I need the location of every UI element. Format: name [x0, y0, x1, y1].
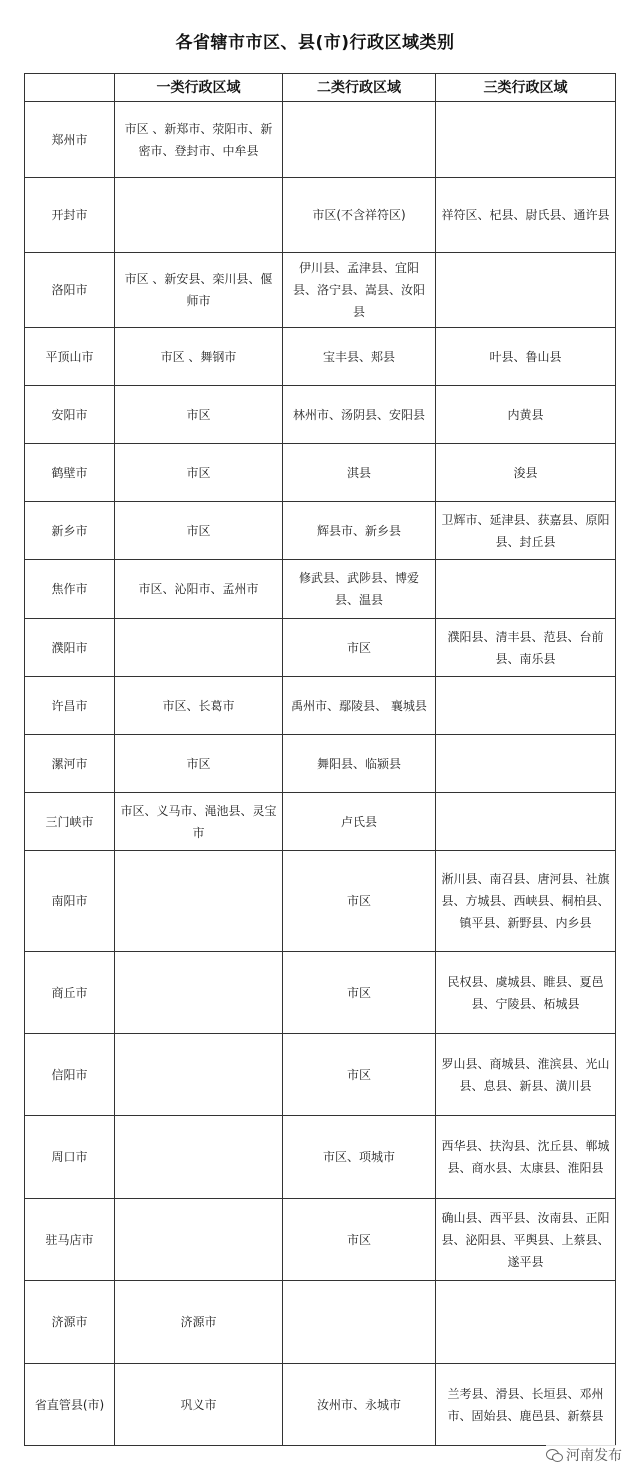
city-cell: 新乡市	[25, 502, 115, 560]
class-1-cell: 市区	[115, 502, 283, 560]
city-cell: 洛阳市	[25, 253, 115, 328]
city-cell: 漯河市	[25, 735, 115, 793]
class-1-cell	[115, 851, 283, 952]
class-3-cell: 卫辉市、延津县、获嘉县、原阳县、封丘县	[436, 502, 616, 560]
class-1-cell: 市区	[115, 735, 283, 793]
header-class-3: 三类行政区域	[436, 74, 616, 102]
class-2-cell: 市区	[283, 619, 436, 677]
class-2-cell: 宝丰县、郏县	[283, 328, 436, 386]
class-3-cell	[436, 793, 616, 851]
table-row	[25, 677, 616, 735]
class-3-cell: 淅川县、南召县、唐河县、社旗县、方城县、西峡县、桐柏县、镇平县、新野县、内乡县	[436, 851, 616, 952]
table-row	[25, 253, 616, 328]
class-3-cell	[436, 1281, 616, 1364]
wechat-icon	[546, 1449, 562, 1462]
table-row	[25, 1199, 616, 1281]
class-3-cell: 内黄县	[436, 386, 616, 444]
city-cell: 开封市	[25, 178, 115, 253]
class-3-cell: 濮阳县、清丰县、范县、台前县、南乐县	[436, 619, 616, 677]
class-2-cell: 汝州市、永城市	[283, 1364, 436, 1446]
class-3-cell	[436, 735, 616, 793]
city-cell: 濮阳市	[25, 619, 115, 677]
class-2-cell: 市区	[283, 851, 436, 952]
class-2-cell: 淇县	[283, 444, 436, 502]
class-1-cell	[115, 1199, 283, 1281]
table-row	[25, 1364, 616, 1446]
header-city	[25, 74, 115, 102]
table-row	[25, 102, 616, 178]
table-row	[25, 1281, 616, 1364]
class-2-cell: 林州市、汤阴县、安阳县	[283, 386, 436, 444]
city-cell: 三门峡市	[25, 793, 115, 851]
region-category-table	[24, 73, 616, 1446]
class-2-cell: 伊川县、孟津县、宜阳县、洛宁县、嵩县、汝阳县	[283, 253, 436, 328]
class-2-cell: 市区(不含祥符区)	[283, 178, 436, 253]
class-1-cell: 市区、沁阳市、孟州市	[115, 560, 283, 619]
class-1-cell	[115, 619, 283, 677]
class-3-cell: 西华县、扶沟县、沈丘县、郸城县、商水县、太康县、淮阳县	[436, 1116, 616, 1199]
header-class-1: 一类行政区域	[115, 74, 283, 102]
table-header-row	[25, 74, 616, 102]
city-cell: 郑州市	[25, 102, 115, 178]
class-3-cell: 确山县、西平县、汝南县、正阳县、泌阳县、平舆县、上蔡县、遂平县	[436, 1199, 616, 1281]
class-2-cell: 修武县、武陟县、博爱县、温县	[283, 560, 436, 619]
city-cell: 周口市	[25, 1116, 115, 1199]
table-row	[25, 386, 616, 444]
table-row	[25, 1034, 616, 1116]
class-2-cell: 卢氏县	[283, 793, 436, 851]
class-1-cell	[115, 952, 283, 1034]
table-row	[25, 851, 616, 952]
table-row	[25, 560, 616, 619]
class-1-cell: 市区、长葛市	[115, 677, 283, 735]
city-cell: 平顶山市	[25, 328, 115, 386]
city-cell: 商丘市	[25, 952, 115, 1034]
class-2-cell: 禹州市、鄢陵县、 襄城县	[283, 677, 436, 735]
city-cell: 安阳市	[25, 386, 115, 444]
class-2-cell: 舞阳县、临颍县	[283, 735, 436, 793]
class-1-cell: 市区 、新郑市、荥阳市、新密市、登封市、中牟县	[115, 102, 283, 178]
class-3-cell	[436, 677, 616, 735]
class-2-cell: 市区	[283, 1199, 436, 1281]
class-2-cell	[283, 1281, 436, 1364]
class-1-cell	[115, 178, 283, 253]
class-3-cell: 民权县、虞城县、睢县、夏邑县、宁陵县、柘城县	[436, 952, 616, 1034]
table-row	[25, 735, 616, 793]
city-cell: 许昌市	[25, 677, 115, 735]
class-2-cell: 市区、项城市	[283, 1116, 436, 1199]
class-3-cell: 罗山县、商城县、淮滨县、光山县、息县、新县、潢川县	[436, 1034, 616, 1116]
page-title: 各省辖市市区、县(市)行政区域类别	[175, 33, 455, 53]
city-cell: 信阳市	[25, 1034, 115, 1116]
class-1-cell	[115, 1034, 283, 1116]
class-1-cell	[115, 1116, 283, 1199]
table-row	[25, 793, 616, 851]
header-class-2: 二类行政区域	[283, 74, 436, 102]
class-3-cell	[436, 560, 616, 619]
class-1-cell: 济源市	[115, 1281, 283, 1364]
watermark	[546, 1445, 622, 1465]
city-cell: 南阳市	[25, 851, 115, 952]
table-row	[25, 444, 616, 502]
class-2-cell	[283, 102, 436, 178]
class-1-cell: 市区	[115, 386, 283, 444]
class-2-cell: 辉县市、新乡县	[283, 502, 436, 560]
table-row	[25, 1116, 616, 1199]
class-3-cell: 浚县	[436, 444, 616, 502]
city-cell: 济源市	[25, 1281, 115, 1364]
class-3-cell: 兰考县、滑县、长垣县、邓州市、固始县、鹿邑县、新蔡县	[436, 1364, 616, 1446]
city-cell: 省直管县(市)	[25, 1364, 115, 1446]
class-1-cell: 市区 、舞钢市	[115, 328, 283, 386]
city-cell: 焦作市	[25, 560, 115, 619]
class-1-cell: 市区 、新安县、栾川县、偃师市	[115, 253, 283, 328]
class-3-cell: 祥符区、杞县、尉氏县、通许县	[436, 178, 616, 253]
table-row	[25, 502, 616, 560]
class-1-cell: 巩义市	[115, 1364, 283, 1446]
class-3-cell	[436, 102, 616, 178]
class-2-cell: 市区	[283, 952, 436, 1034]
class-1-cell: 市区	[115, 444, 283, 502]
table-row	[25, 952, 616, 1034]
table-row	[25, 619, 616, 677]
table-row	[25, 328, 616, 386]
class-2-cell: 市区	[283, 1034, 436, 1116]
city-cell: 驻马店市	[25, 1199, 115, 1281]
class-3-cell	[436, 253, 616, 328]
class-3-cell: 叶县、鲁山县	[436, 328, 616, 386]
class-1-cell: 市区、义马市、渑池县、灵宝市	[115, 793, 283, 851]
city-cell: 鹤壁市	[25, 444, 115, 502]
table-row	[25, 178, 616, 253]
watermark-text: 河南发布	[566, 1448, 622, 1464]
